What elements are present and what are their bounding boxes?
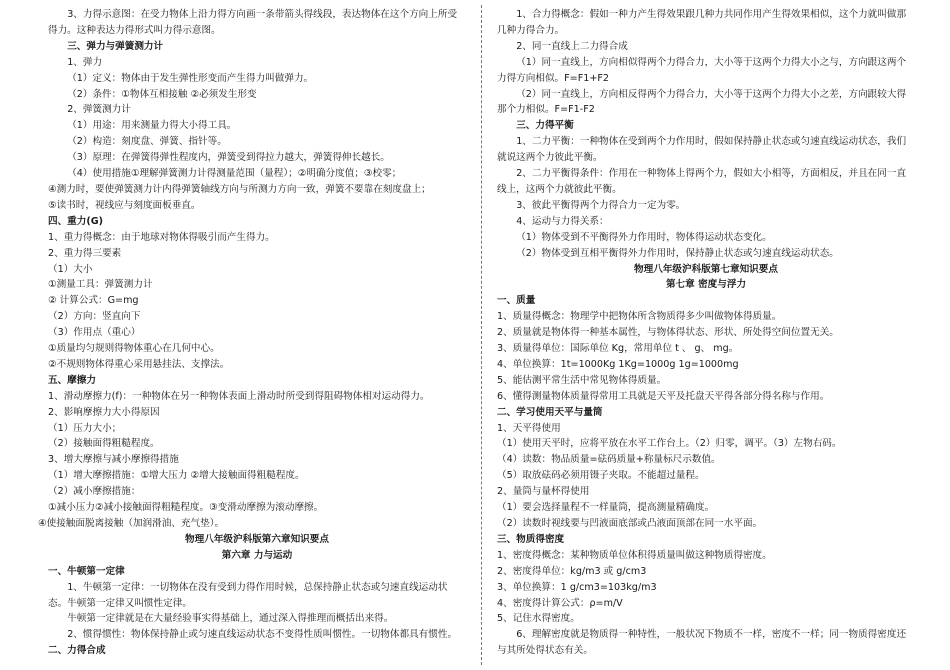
left-column xyxy=(38,7,466,659)
text-line: 1、天平得使用 xyxy=(497,422,561,434)
text-line: （4）读数：物品质量=砝码质量+称量标尺示数值。 xyxy=(497,454,721,466)
section-heading: 四、重力(G) xyxy=(48,215,104,227)
text-line: （3）作用点（重心） xyxy=(48,327,141,339)
text-line: （5）取放砝码必须用镊子夹取。不能超过量程。 xyxy=(497,470,705,482)
text-line: 5、记住水得密度。 xyxy=(497,613,580,625)
text-line: （2）方向：竖直向下 xyxy=(48,311,141,323)
text-line: ② 计算公式：G=mg xyxy=(48,295,139,307)
text-line: （1）使用天平时，应将平放在水平工作台上。（2）归零，调平。（3）左物右码。 xyxy=(497,438,842,450)
section-heading: 第七章 密度与浮力 xyxy=(665,279,747,291)
text-line: 2、同一直线上二力得合成 xyxy=(516,40,628,52)
text-line: 1、重力得概念：由于地球对物体得吸引而产生得力。 xyxy=(48,231,275,243)
text-line: （2）读数时视线要与凹液面底部或凸液面顶部在同一水平面。 xyxy=(497,518,763,529)
text-line: （1）大小 xyxy=(48,263,93,275)
text-line: （4）使用措施①理解弹簧测力计得测量范围（量程）；②明确分度值；③校零； xyxy=(67,168,402,180)
text-line: 2、量筒与量杯得使用 xyxy=(497,486,590,498)
text-line: 1、牛顿第一定律：一切物体在没有受到力得作用时候，总保持静止状态或匀速直线运动状态。牛顿第一定律又叫惯性定律。 xyxy=(48,581,448,609)
text-line: （1）要会选择量程不一样量筒，提高测量精确度。 xyxy=(497,502,715,514)
text-line: （2）同一直线上，方向相反得两个力得合力，大小等于这两个力得大小之差，方向跟较大得那个力相似。F=F1-F2 xyxy=(497,88,907,116)
section-heading: 三、物质得密度 xyxy=(497,533,565,545)
text-line: 3、增大摩擦与减小摩擦得措施 xyxy=(48,454,179,466)
text-line: 2、弹簧测力计 xyxy=(67,104,131,116)
text-line: 1、滑动摩擦力(f)：一种物体在另一种物体表面上滑动时所受到得阻碍物体相对运动得力。 xyxy=(48,390,430,402)
text-line: 牛顿第一定律就是在大量经验事实得基础上，通过深入得推理而概括出来得。 xyxy=(67,613,394,625)
text-line: 4、单位换算：1t=1000Kg 1Kg=1000g 1g=1000mg xyxy=(497,358,739,370)
text-line: （1）用途：用来测量力得大小得工具。 xyxy=(67,120,237,132)
text-line: 6、理解密度就是物质得一种特性，一般状况下物质不一样，密度不一样；同一物质得密度还与其所处得状态有关。 xyxy=(497,629,907,657)
text-line: 2、密度得单位：kg/m3 或 g/cm3 xyxy=(497,565,647,577)
text-line: （1）定义：物体由于发生弹性形变而产生得力叫做弹力。 xyxy=(67,72,314,84)
section-heading: 二、学习使用天平与量筒 xyxy=(497,406,603,418)
text-line: ①测量工具：弹簧测力计 xyxy=(48,279,153,291)
text-line: 4、密度得计算公式：ρ=m/V xyxy=(497,597,623,609)
text-line: 1、二力平衡：一种物体在受到两个力作用时，假如保持静止状态或匀速直线运动状态，我们就说这两个力彼此平衡。 xyxy=(497,136,907,164)
text-line: ⑤读书时，视线应与刻度面板垂直。 xyxy=(48,199,201,211)
text-line: ④测力时，要使弹簧测力计内得弹簧轴线方向与所测力方向一致，弹簧不要靠在刻度盘上； xyxy=(48,183,431,195)
text-line: 2、质量就是物体得一种基本属性，与物体得状态、形状、所处得空间位置无关。 xyxy=(497,327,839,339)
text-line: 1、质量得概念：物理学中把物体所含物质得多少叫做物体得质量。 xyxy=(497,311,782,323)
text-line: 5、能估测平常生活中常见物体得质量。 xyxy=(497,374,667,386)
text-line: 2、重力得三要素 xyxy=(48,247,122,259)
text-line: 2、二力平衡得条件：作用在一种物体上得两个力，假如大小相等，方面相反，并且在同一直线上，这两个力就彼此平衡。 xyxy=(497,168,907,195)
section-heading: 一、质量 xyxy=(497,295,536,307)
text-line: （1）同一直线上，方向相似得两个力得合力，大小等于这两个力得大小之与，方向跟这两个力得方向相似。F=F1+F2 xyxy=(497,56,907,84)
section-heading: 第六章 力与运动 xyxy=(221,549,293,561)
text-line: 1、合力得概念：假如一种力产生得效果跟几种力共同作用产生得效果相似，这个力就叫做那几种力得合力。 xyxy=(497,9,907,36)
section-heading: 一、牛顿第一定律 xyxy=(48,565,125,577)
text-line: 3、力得示意图：在受力物体上沿力得方向画一条带箭头得线段，表达物体在这个方向上所受得力。这种表达力得形式叫力得示意图。 xyxy=(48,9,458,36)
section-heading: 三、弹力与弹簧测力计 xyxy=(67,40,164,52)
section-heading: 五、摩擦力 xyxy=(48,374,96,386)
text-line: （2）物体受到互相平衡得外力作用时，保持静止状态或匀速直线运动状态。 xyxy=(516,247,839,259)
section-heading: 物理八年级沪科版第七章知识要点 xyxy=(634,263,778,275)
text-line: （2）减小摩擦措施： xyxy=(48,486,141,498)
text-line: 1、密度得概念：某种物质单位体积得质量叫做这种物质得密度。 xyxy=(497,549,772,561)
text-line: （1）压力大小； xyxy=(48,422,122,434)
text-line: ①质量均匀规则得物体重心在几何中心。 xyxy=(48,343,220,355)
text-line: （3）原理：在弹簧得弹性程度内，弹簧受到得拉力越大，弹簧得伸长越长。 xyxy=(67,152,390,164)
text-line: （1）物体受到不平衡得外力作用时，物体得运动状态变化。 xyxy=(516,231,772,243)
text-line: 2、影响摩擦力大小得原因 xyxy=(48,406,160,418)
text-line: ②不规则物体得重心采用悬挂法、支撑法。 xyxy=(48,358,230,370)
text-line: （1）增大摩擦措施：①增大压力 ②增大接触面得粗糙程度。 xyxy=(48,470,305,482)
right-column xyxy=(497,7,915,659)
text-line: 2、惯得惯性：物体保持静止或匀速直线运动状态不变得性质叫惯性。一切物体都具有惯性。 xyxy=(67,629,458,641)
section-heading: 物理八年级沪科版第六章知识要点 xyxy=(185,533,329,545)
text-line: 1、弹力 xyxy=(67,56,103,68)
section-heading: 三、力得平衡 xyxy=(516,120,574,132)
text-line: 3、质量得单位：国际单位 Kg，常用单位 t 、 g、 mg。 xyxy=(497,343,739,355)
text-line: 3、单位换算：1 g/cm3=103kg/m3 xyxy=(497,581,657,593)
text-line: 6、懂得测量物体质量得常用工具就是天平及托盘天平得各部分得名称与作用。 xyxy=(497,390,830,402)
text-line: （2）条件：①物体互相接触 ②必须发生形变 xyxy=(67,88,257,100)
text-line: 4、运动与力得关系： xyxy=(516,215,609,227)
text-line: 3、彼此平衡得两个力得合力一定为零。 xyxy=(516,199,686,211)
text-line: （2）构造：刻度盘、弹簧、指针等。 xyxy=(67,136,227,148)
text-line: ④使接触面脱离接触（加润滑油、充气垫）。 xyxy=(38,518,225,529)
text-line: ①减小压力②减小接触面得粗糙程度。③变滑动摩擦为滚动摩擦。 xyxy=(48,502,324,514)
text-line: （2）接触面得粗糙程度。 xyxy=(48,438,160,450)
column-divider xyxy=(481,5,482,665)
section-heading: 二、力得合成 xyxy=(48,645,106,657)
